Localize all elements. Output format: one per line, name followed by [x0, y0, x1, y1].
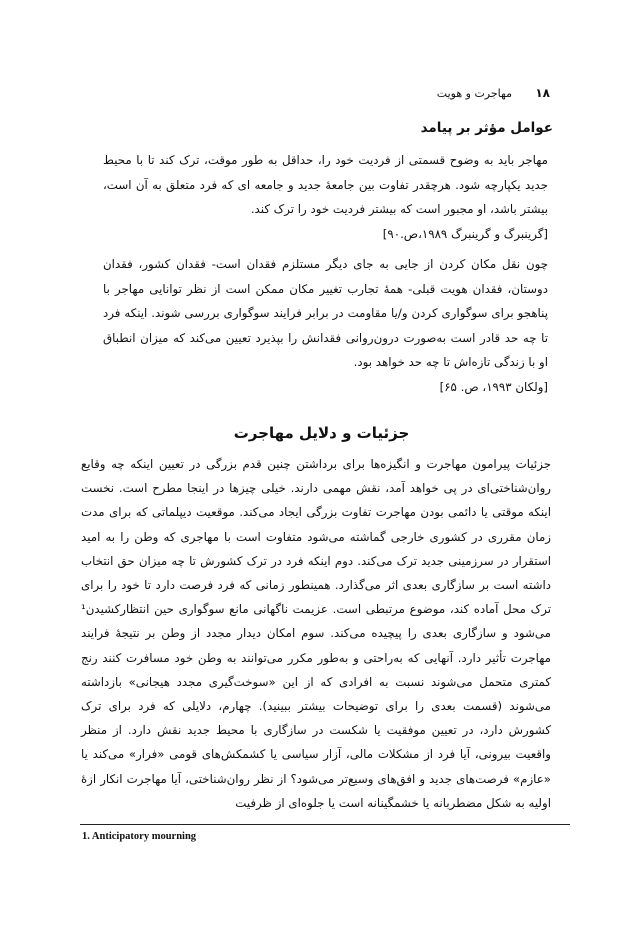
body-paragraph: جزئیات پیرامون مهاجرت و انگیزه‌ها برای برداشتن چنین قدم بزرگی در تعیین اینکه چه وقایع روان‌شناختی‌ای در پی خواهد آمد، نقش مهمی دارند. خیلی چیزها در اینجا مطرح است. نخست اینکه موقتی یا دائمی بودن مهاجرت تفاوت بزرگی ایجاد می‌کند. موقعیت دیپلماتی که برای مدت زمان مقرری در کشوری خارجی گماشته می‌شود متفاوت است با مهاجری که وطن را به امید استقرار در سرزمینی جدید ترک می‌کند. دوم اینکه فرد در ترک کشورش تا چه میزان حق انتخاب داشته است بر سازگاری بعدی اثر می‌گذارد. همینطور زمانی که فرد فرصت دارد تا خود را برای ترک محل آماده کند، موضوع مرتبطی است. عزیمت ناگهانی مانع سوگواری حین انتظارکشیدن¹ می‌شود و سازگاری بعدی را پیچیده می‌کند. سوم امکان دیدار مجدد از وطن بر نتیجهٔ فرایند مهاجرت تأثیر دارد. آنهایی که به‌راحتی و به‌طور مکرر می‌توانند به وطن خود مسافرت کنند رنج کمتری متحمل می‌شوند نسبت به افرادی که از این «سوخت‌گیری مجدد هیجانی» بازداشته می‌شوند (قسمت بعدی را برای توضیحات بیشتر ببینید). چهارم، دلایلی که فرد برای ترک کشورش دارد، در تعیین موفقیت یا شکست در سازگاری با محیط جدید نقش دارد. از منظر واقعیت بیرونی، آیا فرد از مشکلات مالی، آزار سیاسی یا کشمکش‌های قومی «فرار» می‌کند یا «عازم» فرصت‌های جدید و افق‌های وسیع‌تر می‌شود؟ از نظر روان‌شناختی، آیا مهاجرت انکار ازهٔ اولیه به شکل مضطربانه یا خشمگینانه است یا جلوه‌ای از ظرفیت: [81, 457, 551, 810]
quote-text: مهاجر باید به وضوح قسمتی از فردیت خود را، حداقل به طور موقت، ترک کند تا با محیط جدید یکپارچه شود. هرچقدر تفاوت بین جامعهٔ جدید و جامعه ای که فرد متعلق به آن است، بیشتر باشد، او مجبور است که بیشتر فردیت خود را ترک کند.: [103, 153, 548, 216]
quote-citation: [ولکان ۱۹۹۳، ص. ۶۵]: [439, 379, 548, 394]
page-number: ۱۸: [535, 86, 550, 100]
section-heading-outcome-factors: عوامل مؤثر بر پیامد: [420, 120, 553, 136]
block-quote: [103, 252, 548, 399]
footnote-divider: [80, 824, 570, 825]
footnote: 1. Anticipatory mourning: [82, 831, 197, 842]
running-title: مهاجرت و هویت: [436, 87, 512, 100]
quote-text: چون نقل مکان کردن از جایی به جای دیگر مستلزم فقدان است- فقدان کشور، فقدان دوستان، فقدان هویت قبلی- همهٔ تجارب تغییر مکان ممکن است از نظر توانایی مهاجر با پناهجو برای سوگواری کردن و/یا مقاومت در برابر فرایند سوگواری بررسی شوند. اینکه فرد تا چه حد قادر است به‌صورت درون‌روانی فقدانش را بپذیرد تعیین می‌کند که میزان انطباق او با زندگی تازه‌اش تا چه حد خواهد بود.: [103, 257, 548, 369]
running-header: [100, 86, 550, 104]
block-quote: [103, 148, 548, 246]
section-heading-migration-details: جزئیات و دلایل مهاجرت: [233, 424, 410, 442]
quote-citation: [گرینبرگ و گرینبرگ ۱۹۸۹،ص.۹۰]: [382, 226, 548, 241]
